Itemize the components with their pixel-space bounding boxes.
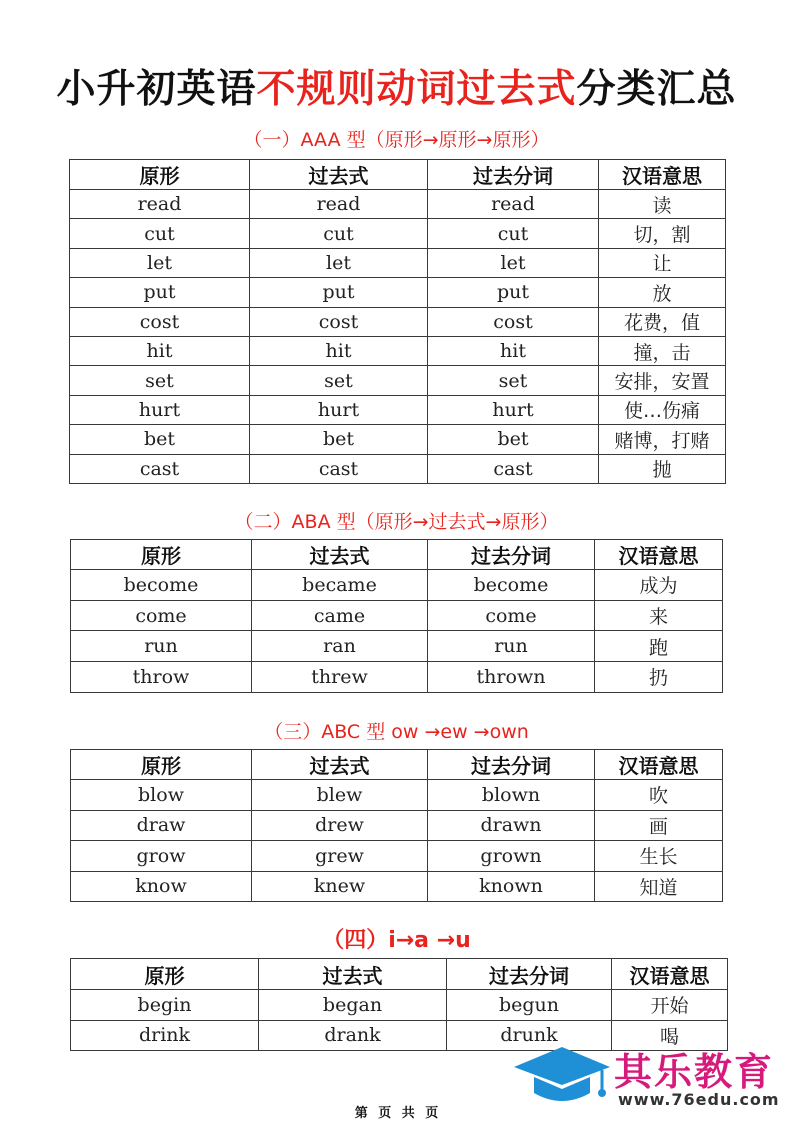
meaning-cell: 安排，安置 <box>599 366 726 395</box>
past-tense-cell: drank <box>259 1020 447 1051</box>
section-heading-aba: （二）ABA 型（原形→过去式→原形） <box>234 511 559 533</box>
past-tense-cell: put <box>250 278 428 307</box>
table-row <box>70 454 726 483</box>
past-participle-cell: become <box>428 570 595 601</box>
brand-name: 其乐教育 <box>614 1050 775 1094</box>
past-participle-cell: put <box>428 278 599 307</box>
past-tense-cell: hit <box>250 336 428 365</box>
table-row <box>70 366 726 395</box>
verb-table-abc <box>70 749 723 902</box>
meaning-cell: 切，割 <box>599 219 726 248</box>
title-part-3: 分类汇总 <box>576 67 737 112</box>
table-row <box>70 248 726 277</box>
base-form-cell: draw <box>71 810 252 841</box>
title-part-2: 不规则动词过去式 <box>256 67 577 112</box>
meaning-cell: 开始 <box>612 990 728 1021</box>
column-header: 过去式 <box>250 160 428 190</box>
meaning-cell: 喝 <box>612 1020 728 1051</box>
table-row <box>70 278 726 307</box>
table-row <box>71 871 723 902</box>
past-tense-cell: let <box>250 248 428 277</box>
past-participle-cell: cast <box>428 454 599 483</box>
table-row <box>70 190 726 219</box>
base-form-cell: cast <box>70 454 250 483</box>
past-participle-cell: set <box>428 366 599 395</box>
past-participle-cell: cost <box>428 307 599 336</box>
base-form-cell: know <box>71 871 252 902</box>
base-form-cell: set <box>70 366 250 395</box>
past-participle-cell: read <box>428 190 599 219</box>
column-header: 汉语意思 <box>595 750 723 780</box>
past-participle-cell: let <box>428 248 599 277</box>
column-header: 过去式 <box>252 750 428 780</box>
meaning-cell: 读 <box>599 190 726 219</box>
section-heading-aaa: （一）AAA 型（原形→原形→原形） <box>243 129 550 151</box>
base-form-cell: run <box>71 631 252 662</box>
base-form-cell: put <box>70 278 250 307</box>
past-participle-cell: known <box>428 871 595 902</box>
meaning-cell: 放 <box>599 278 726 307</box>
past-participle-cell: drawn <box>428 810 595 841</box>
meaning-cell: 跑 <box>595 631 723 662</box>
table-row <box>71 600 723 631</box>
table-row <box>71 841 723 872</box>
past-participle-cell: blown <box>428 780 595 811</box>
page-title <box>0 58 793 114</box>
base-form-cell: become <box>71 570 252 601</box>
meaning-cell: 撞，击 <box>599 336 726 365</box>
meaning-cell: 让 <box>599 248 726 277</box>
meaning-cell: 吹 <box>595 780 723 811</box>
base-form-cell: let <box>70 248 250 277</box>
base-form-cell: begin <box>71 990 259 1021</box>
section-heading-i-a-u: （四）i→a →u <box>322 928 471 953</box>
meaning-cell: 花费，值 <box>599 307 726 336</box>
table-row <box>70 219 726 248</box>
past-tense-cell: began <box>259 990 447 1021</box>
past-tense-cell: came <box>252 600 428 631</box>
table-row <box>70 307 726 336</box>
past-tense-cell: cast <box>250 454 428 483</box>
table-row <box>70 395 726 424</box>
section-heading-abc: （三）ABC 型 ow →ew →own <box>264 721 529 743</box>
verb-table-aaa <box>69 159 726 484</box>
column-header: 原形 <box>71 959 259 990</box>
verb-table-aba <box>70 539 723 693</box>
past-tense-cell: hurt <box>250 395 428 424</box>
base-form-cell: come <box>71 600 252 631</box>
past-tense-cell: read <box>250 190 428 219</box>
meaning-cell: 画 <box>595 810 723 841</box>
past-tense-cell: cut <box>250 219 428 248</box>
meaning-cell: 赌博，打赌 <box>599 425 726 454</box>
graduation-cap-icon <box>512 1039 612 1109</box>
meaning-cell: 来 <box>595 600 723 631</box>
column-header: 原形 <box>70 160 250 190</box>
column-header: 过去分词 <box>428 540 595 570</box>
table-row <box>70 336 726 365</box>
meaning-cell: 生长 <box>595 841 723 872</box>
base-form-cell: blow <box>71 780 252 811</box>
table-row <box>71 810 723 841</box>
header-row <box>70 160 726 190</box>
past-tense-cell: threw <box>252 662 428 693</box>
title-part-1: 小升初英语 <box>56 67 257 112</box>
table-row <box>71 780 723 811</box>
past-participle-cell: begun <box>447 990 612 1021</box>
column-header: 过去分词 <box>428 160 599 190</box>
past-tense-cell: blew <box>252 780 428 811</box>
past-participle-cell: drunk <box>447 1020 612 1051</box>
past-tense-cell: knew <box>252 871 428 902</box>
column-header: 原形 <box>71 540 252 570</box>
past-tense-cell: grew <box>252 841 428 872</box>
base-form-cell: cut <box>70 219 250 248</box>
brand-url: www.76edu.com <box>618 1090 780 1109</box>
past-tense-cell: ran <box>252 631 428 662</box>
past-tense-cell: became <box>252 570 428 601</box>
past-participle-cell: come <box>428 600 595 631</box>
column-header: 过去分词 <box>428 750 595 780</box>
table-row <box>71 662 723 693</box>
table-row <box>71 570 723 601</box>
past-participle-cell: thrown <box>428 662 595 693</box>
base-form-cell: hit <box>70 336 250 365</box>
base-form-cell: read <box>70 190 250 219</box>
base-form-cell: drink <box>71 1020 259 1051</box>
past-participle-cell: hit <box>428 336 599 365</box>
meaning-cell: 知道 <box>595 871 723 902</box>
past-tense-cell: drew <box>252 810 428 841</box>
past-participle-cell: hurt <box>428 395 599 424</box>
base-form-cell: cost <box>70 307 250 336</box>
past-participle-cell: grown <box>428 841 595 872</box>
table-row <box>71 631 723 662</box>
base-form-cell: grow <box>71 841 252 872</box>
column-header: 过去分词 <box>447 959 612 990</box>
past-participle-cell: bet <box>428 425 599 454</box>
column-header: 过去式 <box>259 959 447 990</box>
page-footer: 第 页 共 页 <box>354 1106 439 1121</box>
past-tense-cell: cost <box>250 307 428 336</box>
meaning-cell: 使…伤痛 <box>599 395 726 424</box>
meaning-cell: 抛 <box>599 454 726 483</box>
base-form-cell: throw <box>71 662 252 693</box>
header-row <box>71 540 723 570</box>
column-header: 过去式 <box>252 540 428 570</box>
past-tense-cell: set <box>250 366 428 395</box>
header-row <box>71 750 723 780</box>
past-participle-cell: cut <box>428 219 599 248</box>
meaning-cell: 成为 <box>595 570 723 601</box>
column-header: 汉语意思 <box>612 959 728 990</box>
base-form-cell: bet <box>70 425 250 454</box>
base-form-cell: hurt <box>70 395 250 424</box>
table-row <box>70 425 726 454</box>
past-participle-cell: run <box>428 631 595 662</box>
table-row <box>71 990 728 1021</box>
header-row <box>71 959 728 990</box>
column-header: 原形 <box>71 750 252 780</box>
meaning-cell: 扔 <box>595 662 723 693</box>
column-header: 汉语意思 <box>595 540 723 570</box>
column-header: 汉语意思 <box>599 160 726 190</box>
past-tense-cell: bet <box>250 425 428 454</box>
